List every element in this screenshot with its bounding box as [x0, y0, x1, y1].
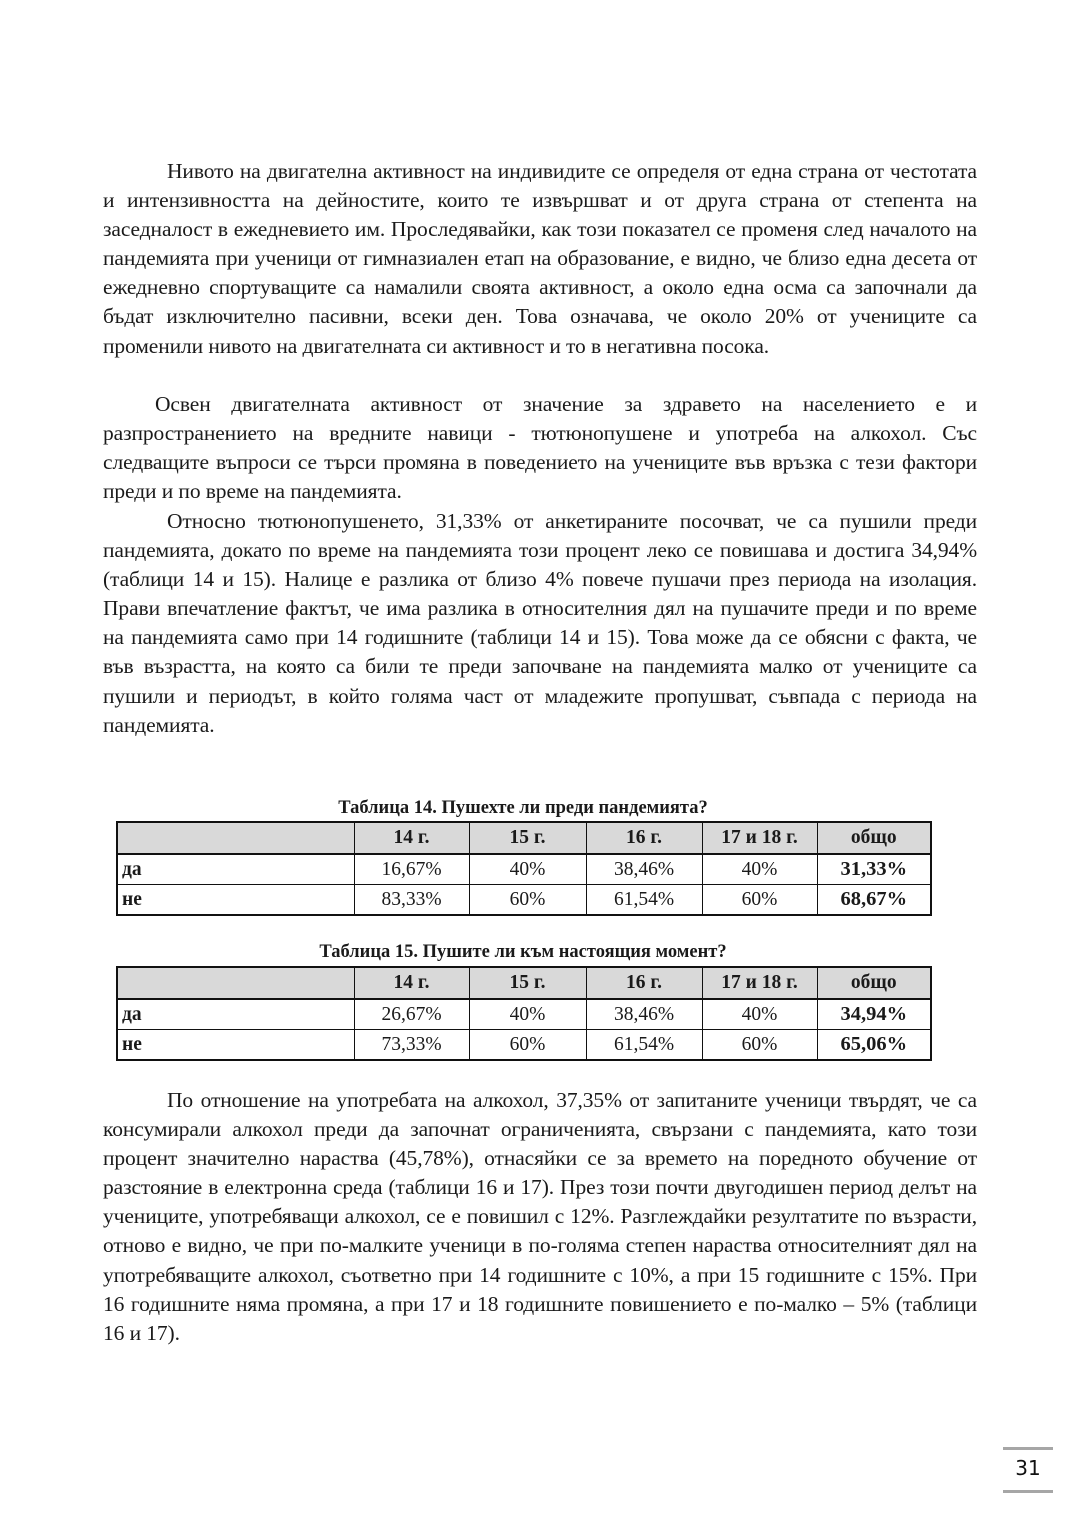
cell-age-17-18: 40%: [702, 854, 817, 885]
cell-total: 34,94%: [817, 999, 931, 1030]
header-cell-age-14: 14 г.: [354, 967, 469, 999]
table-header-row: [117, 822, 931, 854]
row-label: не: [117, 885, 354, 916]
cell-age-15: 40%: [469, 999, 586, 1030]
header-cell-age-17-18: 17 и 18 г.: [702, 967, 817, 999]
cell-age-14: 16,67%: [354, 854, 469, 885]
row-label: да: [117, 854, 354, 885]
cell-age-15: 40%: [469, 854, 586, 885]
header-cell-empty: [117, 822, 354, 854]
header-cell-empty: [117, 967, 354, 999]
cell-total: 31,33%: [817, 854, 931, 885]
header-cell-age-14: 14 г.: [354, 822, 469, 854]
cell-age-16: 61,54%: [586, 885, 702, 916]
header-cell-age-15: 15 г.: [469, 967, 586, 999]
page-number-bottom-rule: [1003, 1490, 1053, 1493]
table-14-caption: Таблица 14. Пушехте ли преди пандемията?: [338, 798, 708, 818]
cell-age-14: 73,33%: [354, 1030, 469, 1061]
cell-age-17-18: 60%: [702, 1030, 817, 1061]
header-cell-age-15: 15 г.: [469, 822, 586, 854]
paragraph-physical-activity: Нивото на двигателна активност на индивидите се определя от една страна от честотата и интензивността на дейностите, които те извършват и от друга страна от степента на заседналост в ежедневието им. Проследявайки, как този показател се променя след началото на пандемията при ученици от гимназиален етап на образование, е видно, че близо една десета от ежедневно спортуващите са намалили своята активност, а около една осма са започнали да бъдат изключително пасивни, всеки ден. Това означава, че около 20% от учениците са променили нивото на двигателната си активност и то в негативна посока.: [103, 159, 977, 358]
cell-age-16: 61,54%: [586, 1030, 702, 1061]
table-row-yes: [117, 854, 931, 885]
paragraph-alcohol: По отношение на употребата на алкохол, 37,35% от запитаните ученици твърдят, че са консумирали алкохол преди да започнат ограниченията, свързани с пандемията, като този процент значително нараства (45,78%), отнасяйки се за времето на поредното обучение от разстояние в електронна среда (таблици 16 и 17). През този почти двугодишен период делът на учениците, употребяващи алкохол, се е повишил с 12%. Разглеждайки резултатите по възрасти, отново е видно, че при по-малките ученици в по-голяма степен нараства относителният дял на употребяващите алкохол, съответно при 14 годишните с 10%, а при 15 годишните с 15%. При 16 годишните няма промяна, а при 17 и 18 годишните повишението е по-малко – 5% (таблици 16 и 17).: [103, 1088, 977, 1345]
page-number-block: [1003, 1445, 1053, 1495]
cell-age-14: 26,67%: [354, 999, 469, 1030]
header-cell-total: общо: [817, 822, 931, 854]
header-cell-age-16: 16 г.: [586, 967, 702, 999]
header-cell-age-17-18: 17 и 18 г.: [702, 822, 817, 854]
table-row-no: [117, 885, 931, 916]
cell-age-15: 60%: [469, 1030, 586, 1061]
cell-age-17-18: 60%: [702, 885, 817, 916]
row-label: да: [117, 999, 354, 1030]
row-label: не: [117, 1030, 354, 1061]
paragraph-harmful-habits: Освен двигателната активност от значение за здравето на населението е и разпространението на вредните навици - тютюнопушене и употреба на алкохол. Със следващите въпроси се търси промяна в поведението на учениците във връзка с тези фактори преди и по време на пандемията.: [103, 392, 977, 504]
page-number-top-rule: [1003, 1447, 1053, 1450]
table-14-smoking-before: [116, 821, 932, 916]
table-row-yes: [117, 999, 931, 1030]
header-cell-total: общо: [817, 967, 931, 999]
page-number: 31: [1015, 1456, 1041, 1480]
cell-age-16: 38,46%: [586, 999, 702, 1030]
cell-total: 65,06%: [817, 1030, 931, 1061]
cell-age-16: 38,46%: [586, 854, 702, 885]
table-15-smoking-now: [116, 966, 932, 1061]
table-15-caption: Таблица 15. Пушите ли към настоящия момент?: [319, 942, 727, 962]
cell-age-15: 60%: [469, 885, 586, 916]
cell-total: 68,67%: [817, 885, 931, 916]
header-cell-age-16: 16 г.: [586, 822, 702, 854]
table-header-row: [117, 967, 931, 999]
table-row-no: [117, 1030, 931, 1061]
cell-age-17-18: 40%: [702, 999, 817, 1030]
paragraph-smoking: Относно тютюнопушенето, 31,33% от анкетираните посочват, че са пушили преди пандемията, докато по време на пандемията този процент леко се повишава и достига 34,94% (таблици 14 и 15). Налице е разлика от близо 4% повече пушачи през периода на изолация. Прави впечатление фактът, че има разлика в относителния дял на пушачите преди и по време на пандемията само при 14 годишните (таблици 14 и 15). Това може да се обясни с факта, че във възрастта, на която са били те преди започване на пандемията малко от учениците са пушили и периодът, в който голяма част от младежите пропушват, съвпада с периода на пандемията.: [103, 509, 977, 737]
cell-age-14: 83,33%: [354, 885, 469, 916]
